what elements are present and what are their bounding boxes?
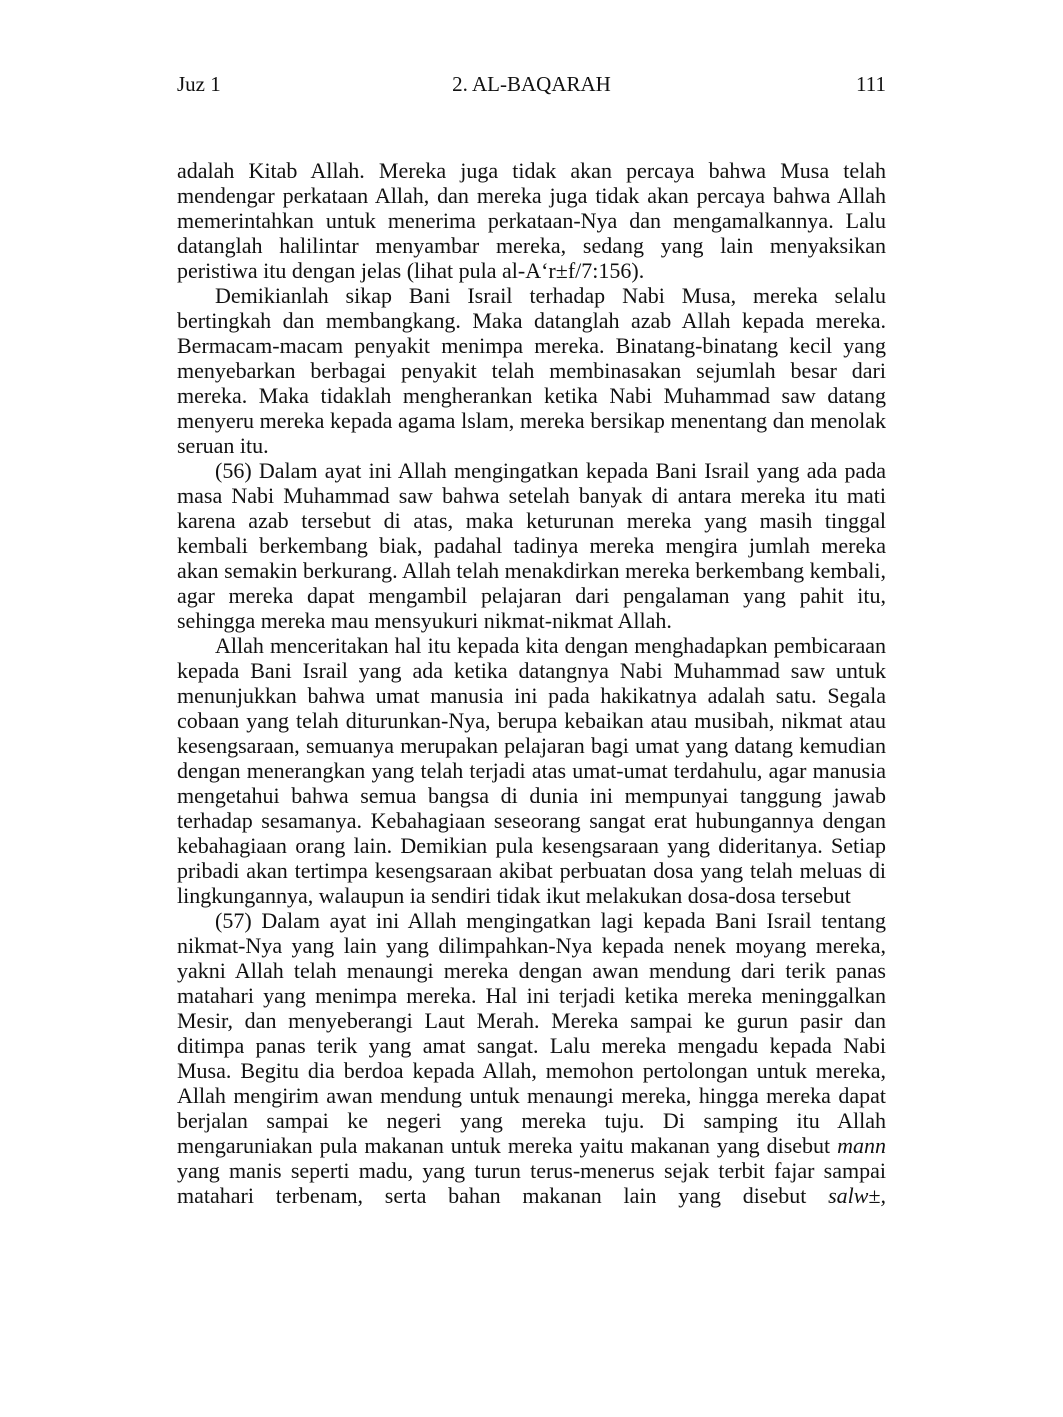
body-text: [177, 158, 886, 1208]
paragraph-text: (57) Dalam ayat ini Allah mengingatkan lagi kepada Bani Israil tentang nikmat-Nya yang lain yang dilimpahkan-Nya kepada nenek moyang mereka, yakni Allah telah menaungi mereka dengan awan mendung dari terik panas matahari yang menimpa mereka. Hal ini terjadi ketika mereka meninggalkan Mesir, dan menyeberangi Laut Merah. Mereka sampai ke gurun pasir dan ditimpa panas terik yang amat sangat. Lalu mereka mengadu kepada Nabi Musa. Begitu dia berdoa kepada Allah, memohon pertolongan untuk mereka, Allah mengirim awan mendung untuk menaungi mereka, hingga mereka dapat berjalan sampai ke negeri yang mereka tuju. Di samping itu Allah mengaruniakan pula makanan untuk mereka yaitu makanan yang disebut: [177, 908, 886, 1158]
running-header: [177, 72, 886, 100]
paragraph-text: yang manis seperti madu, yang turun terus-menerus sejak terbit fajar sampai matahari terbenam, serta bahan makanan lain yang disebut: [177, 1158, 886, 1208]
paragraph: Demikianlah sikap Bani Israil terhadap Nabi Musa, mereka selalu bertingkah dan membangkang. Maka datanglah azab Allah kepada mereka. Bermacam-macam penyakit menimpa mereka. Binatang-binatang kecil yang menyebarkan berbagai penyakit telah membinasakan sejumlah besar dari mereka. Maka tidaklah mengherankan ketika Nabi Muhammad saw datang menyeru mereka kepada agama lslam, mereka bersikap menentang dan menolak seruan itu.: [177, 283, 886, 458]
paragraph-continued: adalah Kitab Allah. Mereka juga tidak akan percaya bahwa Musa telah mendengar perkataan Allah, dan mereka juga tidak akan percaya bahwa Allah memerintahkan untuk menerima perkataan-Nya dan mengamalkannya. Lalu datanglah halilintar menyambar mereka, sedang yang lain menyaksikan peristiwa itu dengan jelas (lihat pula al-A‘r±f/7:156).: [177, 158, 886, 283]
paragraph-verse-56: (56) Dalam ayat ini Allah mengingatkan kepada Bani Israil yang ada pada masa Nabi Muhammad saw bahwa setelah banyak di antara mereka itu mati karena azab tersebut di atas, maka keturunan mereka yang masih tinggal kembali berkembang biak, padahal tadinya mereka mengira jumlah mereka akan semakin berkurang. Allah telah menakdirkan mereka berkembang kembali, agar mereka dapat mengambil pelajaran dari pengalaman yang pahit itu, sehingga mereka mau mensyukuri nikmat-nikmat Allah.: [177, 458, 886, 633]
paragraph: Allah menceritakan hal itu kepada kita dengan menghadapkan pembicaraan kepada Bani Israil yang ada ketika datangnya Nabi Muhammad saw untuk menunjukkan bahwa umat manusia ini pada hakikatnya adalah satu. Segala cobaan yang telah diturunkan-Nya, berupa kebaikan atau musibah, nikmat atau kesengsaraan, semuanya merupakan pelajaran bagi umat yang datang kemudian dengan menerangkan yang telah terjadi atas umat-umat terdahulu, agar manusia mengetahui bahwa semua bangsa di dunia ini mempunyai tanggung jawab terhadap sesamanya. Kebahagiaan seseorang sangat erat hubungannya dengan kebahagiaan orang lain. Demikian pula kesengsaraan yang dideritanya. Setiap pribadi akan tertimpa kesengsaraan akibat perbuatan dosa yang telah meluas di lingkungannya, walaupun ia sendiri tidak ikut melakukan dosa-dosa tersebut: [177, 633, 886, 908]
juz-label: Juz 1: [177, 72, 221, 96]
paragraph-verse-57: [177, 908, 886, 1208]
page-number: 111: [856, 72, 886, 96]
italic-term-mann: mann: [837, 1133, 887, 1158]
surah-title: 2. AL-BAQARAH: [452, 72, 611, 96]
italic-term-salwa: salw±,: [828, 1183, 886, 1208]
